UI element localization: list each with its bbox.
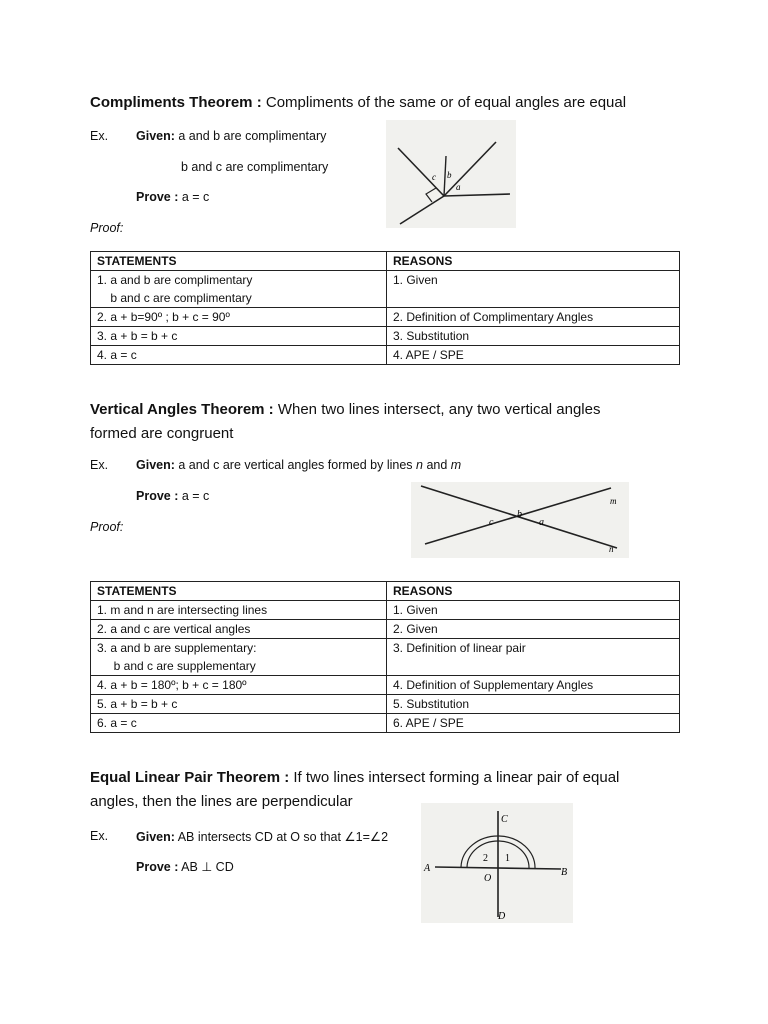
vertical-angles-title-line2: formed are congruent — [90, 425, 234, 442]
proof-label: Proof: — [90, 520, 124, 534]
ex-label: Ex. — [90, 829, 109, 843]
statement-cell: 1. m and n are intersecting lines — [91, 601, 387, 620]
equal-linear-pair-theorem-title: Equal Linear Pair Theorem : If two lines intersect forming a linear pair of equal — [90, 769, 620, 786]
statement-cell: 4. a = c — [91, 346, 387, 365]
reason-cell: 2. Given — [387, 620, 680, 639]
table-row — [91, 346, 680, 365]
given-line-2: b and c are complimentary — [181, 160, 329, 174]
proof-label: Proof: — [90, 221, 124, 235]
header-reasons: REASONS — [387, 582, 680, 601]
statement-cell: 2. a and c are vertical angles — [91, 620, 387, 639]
given-line: Given: a and c are vertical angles formed by lines n and m — [136, 458, 462, 472]
reason-cell: 5. Substitution — [387, 695, 680, 714]
line-horizontal — [444, 194, 510, 196]
reason-cell: 3. Substitution — [387, 327, 680, 346]
complementary-angles-figure — [386, 120, 516, 228]
statement-cell: 1. a and b are complimentary b and c are complimentary — [91, 271, 387, 308]
label-A: A — [424, 863, 431, 874]
statement-cell: 4. a + b = 180º; b + c = 180º — [91, 676, 387, 695]
reason-cell: 4. APE / SPE — [387, 346, 680, 365]
given-line: Given: AB intersects CD at O so that ∠1=∠2 — [136, 830, 389, 844]
line-vertical — [444, 156, 446, 196]
ex-label: Ex. — [90, 129, 109, 143]
label-a: a — [539, 517, 544, 528]
label-O: O — [484, 873, 492, 884]
reason-cell: 6. APE / SPE — [387, 714, 680, 733]
statement-cell: 3. a and b are supplementary: b and c are supplementary — [91, 639, 387, 676]
label-angle-1: 1 — [505, 853, 510, 864]
reason-cell: 3. Definition of linear pair — [387, 639, 680, 676]
reason-cell: 1. Given — [387, 601, 680, 620]
perpendicular-lines-diagram — [421, 803, 573, 923]
table-header-row — [91, 582, 680, 601]
prove-line: Prove : AB ⊥ CD — [136, 860, 234, 874]
label-a: a — [456, 182, 461, 192]
reason-cell: 4. Definition of Supplementary Angles — [387, 676, 680, 695]
table-row — [91, 695, 680, 714]
vertical-angles-figure — [411, 482, 629, 558]
reason-cell: 2. Definition of Complimentary Angles — [387, 308, 680, 327]
label-c: c — [432, 172, 436, 182]
table-row — [91, 639, 680, 676]
table-row — [91, 620, 680, 639]
label-c: c — [489, 517, 494, 528]
vertical-angles-theorem-title: Vertical Angles Theorem : When two lines intersect, any two vertical angles — [90, 401, 601, 418]
line-ab — [435, 867, 561, 869]
statement-cell: 6. a = c — [91, 714, 387, 733]
statement-cell: 2. a + b=90º ; b + c = 90º — [91, 308, 387, 327]
prove-line: Prove : a = c — [136, 489, 210, 503]
table-row — [91, 676, 680, 695]
given-line-1: Given: a and b are complimentary — [136, 129, 327, 143]
label-n: n — [609, 544, 614, 554]
compliments-proof-table — [90, 251, 680, 365]
prove-line: Prove : a = c — [136, 190, 210, 204]
label-C: C — [501, 814, 508, 825]
label-m: m — [610, 496, 617, 506]
header-statements: STATEMENTS — [91, 252, 387, 271]
table-row — [91, 271, 680, 308]
ex-label: Ex. — [90, 458, 109, 472]
equal-linear-pair-title-line2: angles, then the lines are perpendicular — [90, 793, 353, 810]
table-row — [91, 601, 680, 620]
perpendicular-lines-figure — [421, 803, 573, 923]
vertical-angles-proof-table — [90, 581, 680, 733]
statement-cell: 5. a + b = b + c — [91, 695, 387, 714]
compliments-theorem-title: Compliments Theorem : Compliments of the same or of equal angles are equal — [90, 94, 627, 111]
table-row — [91, 327, 680, 346]
label-b: b — [447, 170, 452, 180]
line-right-diagonal — [444, 142, 496, 196]
vertical-angles-diagram — [411, 482, 629, 558]
line-down-left — [400, 196, 444, 224]
complementary-angles-diagram — [386, 120, 516, 228]
label-angle-2: 2 — [483, 853, 488, 864]
table-row — [91, 308, 680, 327]
label-B: B — [561, 867, 568, 878]
header-reasons: REASONS — [387, 252, 680, 271]
label-D: D — [498, 911, 506, 922]
header-statements: STATEMENTS — [91, 582, 387, 601]
table-row — [91, 714, 680, 733]
table-header-row — [91, 252, 680, 271]
reason-cell: 1. Given — [387, 271, 680, 308]
right-angle-mark — [426, 188, 436, 202]
line-left — [398, 148, 444, 196]
statement-cell: 3. a + b = b + c — [91, 327, 387, 346]
label-b: b — [517, 509, 522, 520]
